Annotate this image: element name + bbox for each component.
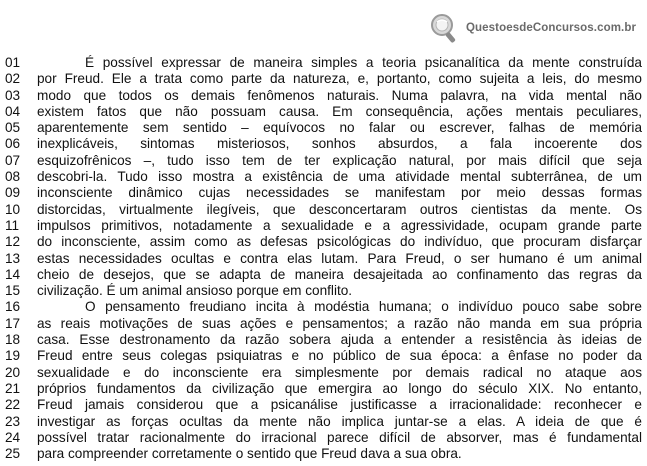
passage-line (5, 153, 642, 169)
line-number: 04 (5, 103, 21, 119)
line-number: 14 (5, 266, 21, 282)
line-text: Freud entre seus colegas psiquiatras e no público de sua época: a ênfase no poder da (37, 348, 642, 364)
line-text: sexualidade e do inconsciente era simplesmente por demais radical no ataque aos (37, 364, 642, 380)
line-text: próprios fundamentos da civilização que emergira ao longo do século XIX. No entanto, (37, 380, 642, 396)
line-text: aparentemente sem sentido – equívocos no falar ou escrever, falhas de memória (37, 120, 642, 136)
magnifier-logo-icon (428, 12, 462, 44)
passage-line (5, 283, 642, 299)
line-number: 25 (5, 446, 21, 462)
line-number: 03 (5, 87, 21, 103)
line-text: descobri-la. Tudo isso mostra a existência de uma atividade mental subterrânea, de um (37, 169, 642, 185)
passage-line (5, 267, 642, 283)
passage-line (5, 414, 642, 430)
line-text: distorcidas, virtualmente ilegíveis, que desconcertaram outros cientistas da mente. Os (37, 201, 642, 217)
line-text: esquizofrênicos –, tudo isso tem de ter explicação natural, por mais difícil que seja (37, 152, 642, 168)
line-number: 17 (5, 315, 21, 331)
line-text: casa. Esse destronamento da razão sobera ajuda a entender a resistência às ideias de (37, 332, 642, 348)
passage-line (5, 299, 642, 315)
site-logo-text: QuestoesdeConcursos.com.br (466, 22, 637, 34)
line-number: 20 (5, 364, 21, 380)
line-number: 16 (5, 299, 21, 315)
line-text: do inconsciente, assim como as defesas psicológicas do indivíduo, que procuram disfarçar (37, 234, 642, 250)
line-number: 12 (5, 234, 21, 250)
passage-line (5, 348, 642, 364)
line-text: Freud jamais considerou que a psicanálise justificasse a irracionalidade: reconhecer e (37, 397, 642, 413)
line-number: 24 (5, 429, 21, 445)
passage-line (5, 381, 642, 397)
line-number: 02 (5, 71, 21, 87)
line-number: 01 (5, 55, 21, 70)
line-number: 06 (5, 136, 21, 152)
passage-line (5, 88, 642, 104)
line-text: modo que todos os demais fenômenos naturais. Numa palavra, na vida mental não (37, 87, 642, 103)
line-number: 21 (5, 380, 21, 396)
passage-line (5, 234, 642, 250)
passage-line (5, 169, 642, 185)
passage-line (5, 365, 642, 381)
line-number: 08 (5, 169, 21, 185)
line-text: existem fatos que não possuam causa. Em consequência, ações mentais peculiares, (37, 103, 642, 119)
passage-line (5, 55, 642, 71)
passage-line (5, 202, 642, 218)
passage-line (5, 120, 642, 136)
line-number: 09 (5, 185, 21, 201)
passage-line (5, 71, 642, 87)
line-number: 07 (5, 152, 21, 168)
line-text: possível tratar racionalmente do irracional parece difícil de absorver, mas é fundamental (37, 429, 642, 445)
passage-line (5, 185, 642, 201)
passage-line (5, 332, 642, 348)
passage-line (5, 316, 642, 332)
passage-line (5, 218, 642, 234)
line-text: cheio de desejos, que se adapta de maneira desajeitada ao confinamento das regras da (37, 266, 642, 282)
line-text: impulsos primitivos, notadamente a sexualidade e a agressividade, ocupam grande parte (37, 217, 642, 233)
passage-line (5, 136, 642, 152)
line-text: O pensamento freudiano incita à modéstia humana; o indivíduo pouco sabe sobre (85, 299, 642, 315)
line-text: inexplicáveis, sintomas misteriosos, sonhos absurdos, a fala incoerente dos (37, 136, 642, 152)
passage-line (5, 430, 642, 446)
line-text: estas necessidades ocultas e contra elas lutam. Para Freud, o ser humano é um animal (37, 250, 642, 266)
line-text: para compreender corretamente o sentido que Freud dava a sua obra. (37, 446, 462, 462)
line-number: 11 (5, 217, 20, 233)
passage-line (5, 397, 642, 413)
passage-line (5, 251, 642, 267)
line-number: 19 (5, 348, 21, 364)
passage-line (5, 104, 642, 120)
line-text: inconsciente dinâmico cujas necessidades se manifestam por meio dessas formas (37, 185, 642, 201)
line-text: investigar as forças ocultas da mente não implica juntar-se a elas. A ideia de que é (37, 413, 642, 429)
line-text: por Freud. Ele a trata como parte da natureza, e, portanto, como sujeita a leis, do mesmo (37, 71, 642, 87)
line-text: as reais motivações de suas ações e pensamentos; a razão não manda em sua própria (37, 315, 642, 331)
line-number: 18 (5, 332, 21, 348)
line-number: 15 (5, 283, 21, 299)
line-number: 05 (5, 120, 21, 136)
line-number: 23 (5, 413, 21, 429)
line-number: 13 (5, 250, 21, 266)
line-text: É possível expressar de maneira simples a teoria psicanalítica da mente construída (85, 55, 642, 70)
line-number: 10 (5, 201, 21, 217)
site-logo (428, 12, 636, 44)
line-text: civilização. É um animal ansioso porque em conflito. (37, 283, 353, 299)
passage-line (5, 446, 642, 462)
line-number: 22 (5, 397, 21, 413)
passage-text (5, 55, 642, 462)
